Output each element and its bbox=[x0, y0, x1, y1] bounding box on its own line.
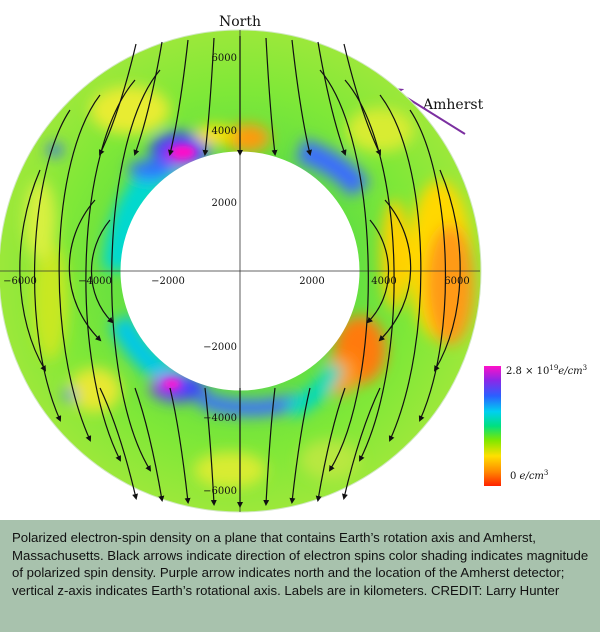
figure-caption: Polarized electron-spin density on a plane that contains Earth’s rotation axis and Amherst, Massachusetts. Black arrows indicate direction of electron spins color shading indicates magnitude of polarized spin density. Purple arrow indicates north and the location of the Amherst detector; vertical z-axis indicates Earth’s rotational axis. Labels are in kilometers. CREDIT: Larry Hunter bbox=[0, 520, 600, 632]
x-tick: 2000 bbox=[299, 276, 325, 287]
y-tick: 2000 bbox=[211, 198, 237, 209]
amherst-label: Amherst bbox=[423, 97, 484, 113]
x-tick: −6000 bbox=[3, 276, 37, 287]
x-tick: −4000 bbox=[78, 276, 112, 287]
y-tick: 4000 bbox=[211, 126, 237, 137]
colorbar-max-label: $2.8 \times 10^{19}e/cm^3$ bbox=[506, 364, 588, 377]
y-tick: 6000 bbox=[211, 53, 237, 64]
y-tick: −2000 bbox=[203, 342, 237, 353]
x-tick: −2000 bbox=[151, 276, 185, 287]
colorbar-min-label: 0 $e/cm^3$ bbox=[510, 469, 549, 482]
north-label: North bbox=[218, 14, 262, 30]
colorbar bbox=[484, 364, 587, 486]
y-tick: −6000 bbox=[203, 486, 237, 497]
colorbar-gradient bbox=[484, 366, 501, 486]
y-tick: −4000 bbox=[203, 413, 237, 424]
x-tick: 6000 bbox=[444, 276, 470, 287]
x-tick: 4000 bbox=[371, 276, 397, 287]
